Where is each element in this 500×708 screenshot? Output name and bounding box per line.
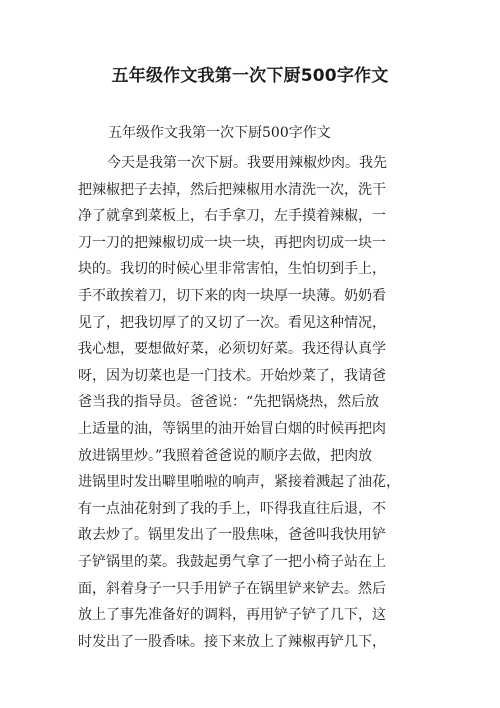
paragraph-line: 净了就拿到菜板上，右手拿刀，左手摸着辣椒，一 [78, 208, 386, 225]
paragraph-line: 敢去炒了。锅里发出了一股焦味，爸爸叫我快用铲 [78, 527, 386, 544]
paragraph-line: 有一点油花射到了我的手上，吓得我直往后退，不 [78, 500, 386, 517]
paragraph-line: 放进锅里炒。”我照着爸爸说的顺序去做，把肉放 [78, 447, 373, 464]
paragraph-line: 刀一刀的把辣椒切成一块一块，再把肉切成一块一 [78, 234, 386, 251]
document-subtitle: 五年级作文我第一次下厨500字作文 [108, 125, 331, 141]
paragraph-line: 见了，把我切厚了的又切了一次。看见这种情况， [78, 314, 386, 331]
paragraph-line: 时发出了一股香味。接下来放上了辣椒再铲几下， [78, 633, 386, 650]
paragraph-line: 上适量的油，等锅里的油开始冒白烟的时候再把肉 [78, 420, 386, 437]
document-body [78, 150, 423, 655]
paragraph-line: 块的。我切的时候心里非常害怕，生怕切到手上， [78, 261, 386, 278]
paragraph-line: 今天是我第一次下厨。我要用辣椒炒肉。我先 [107, 155, 387, 171]
paragraph-line: 呀，因为切菜也是一门技术。开始炒菜了，我请爸 [78, 367, 386, 384]
paragraph-line: 把辣椒把子去掉，然后把辣椒用水清洗一次，洗干 [78, 181, 386, 198]
paragraph-line: 我心想，要想做好菜，必须切好菜。我还得认真学 [78, 341, 386, 358]
paragraph-line: 放上了事先准备好的调料，再用铲子铲了几下，这 [78, 607, 386, 624]
document-title: 五年级作文我第一次下厨500字作文 [111, 66, 389, 86]
paragraph-line: 爸当我的指导员。爸爸说：“先把锅烧热，然后放 [78, 394, 380, 411]
paragraph-line: 子铲锅里的菜。我鼓起勇气拿了一把小椅子站在上 [78, 553, 386, 570]
paragraph-line: 面，斜着身子一只手用铲子在锅里铲来铲去。然后 [78, 580, 386, 597]
paragraph-line: 进锅里时发出噼里啪啦的响声，紧接着溅起了油花， [78, 474, 400, 491]
paragraph-line: 手不敢挨着刀，切下来的肉一块厚一块薄。奶奶看 [78, 287, 386, 304]
